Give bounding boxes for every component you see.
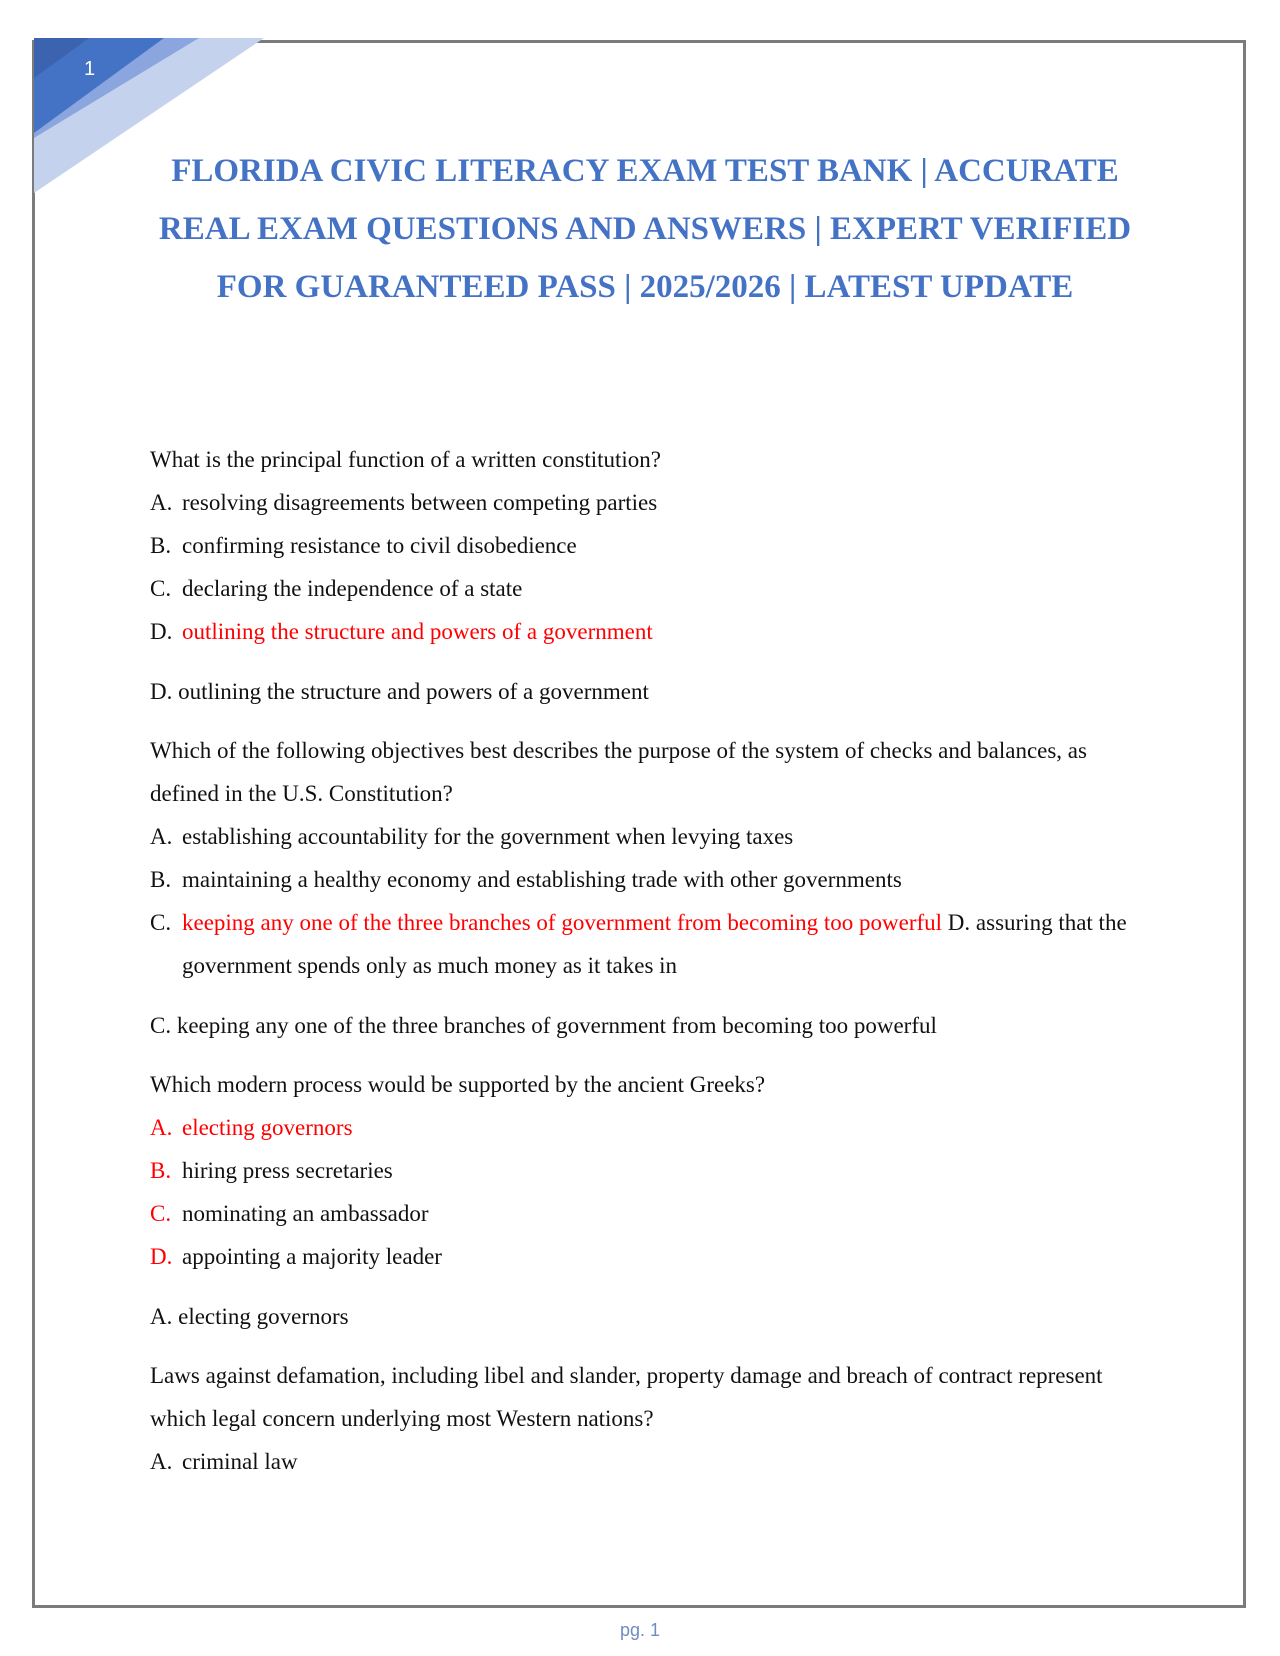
question-text: Laws against defamation, including libel and slander, property damage and breach of contract represent which legal concern underlying most Western nations? [150, 1363, 1103, 1431]
option-c: C. declaring the independence of a state [150, 576, 523, 601]
option-c-d-combined: C. keeping any one of the three branches of government from becoming too powerful D. assuring that the government spends only as much money as it takes in [150, 910, 1127, 978]
question-text: Which of the following objectives best describes the purpose of the system of checks and balances, as defined in the U.S. Constitution? [150, 738, 1087, 806]
option-b: B. hiring press secretaries [150, 1158, 393, 1183]
question-list [150, 438, 1150, 1483]
option-b: B. confirming resistance to civil disobedience [150, 533, 577, 558]
option-a: A. criminal law [150, 1449, 298, 1474]
correct-option-text: keeping any one of the three branches of government from becoming too powerful [182, 910, 943, 935]
option-d-letter: D. [947, 910, 971, 935]
question-block [150, 1354, 1150, 1483]
answer-line: C. keeping any one of the three branches of government from becoming too powerful [150, 1013, 937, 1038]
corner-page-number: 1 [84, 58, 96, 80]
option-a: A. establishing accountability for the government when levying taxes [150, 824, 794, 849]
answer-line: A. electing governors [150, 1304, 349, 1329]
page-footer: pg. 1 [619, 1620, 661, 1640]
question-block [150, 729, 1150, 1047]
option-b: B. maintaining a healthy economy and establishing trade with other governments [150, 867, 902, 892]
option-a: A. resolving disagreements between competing parties [150, 490, 658, 515]
option-d-text: assuring that the government spends only as much money as it takes in [182, 910, 1127, 978]
question-block [150, 1063, 1150, 1338]
option-c: C. nominating an ambassador [150, 1201, 429, 1226]
question-block [150, 438, 1150, 713]
option-d: D. appointing a majority leader [150, 1244, 442, 1269]
option-d: D. outlining the structure and powers of a government [150, 610, 1150, 653]
question-text: Which modern process would be supported by the ancient Greeks? [150, 1072, 766, 1097]
answer-line: D. outlining the structure and powers of a government [150, 679, 649, 704]
option-a: A. electing governors [150, 1115, 353, 1140]
correct-option-text: outlining the structure and powers of a government [182, 619, 653, 644]
question-text: What is the principal function of a written constitution? [150, 447, 661, 472]
document-title: FLORIDA CIVIC LITERACY EXAM TEST BANK | ACCURATE REAL EXAM QUESTIONS AND ANSWERS | EXPERT VERIFIED FOR GUARANTEED PASS | 2025/2026 | LATEST UPDATE [158, 153, 1132, 305]
